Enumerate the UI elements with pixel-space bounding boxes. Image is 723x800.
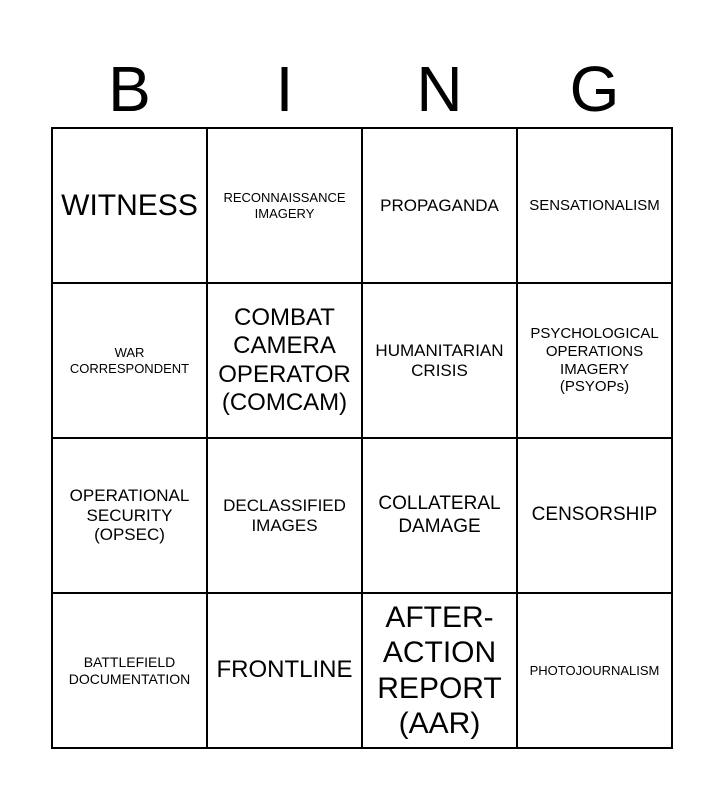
bingo-cell[interactable] (53, 284, 208, 439)
cell-label: CENSORSHIP (531, 504, 658, 526)
cell-label: OPERATIONAL SECURITY (OPSEC) (69, 485, 190, 545)
cell-label: SENSATIONALISM (529, 196, 660, 214)
bingo-cell[interactable] (363, 284, 518, 439)
bingo-cell[interactable] (208, 284, 363, 439)
bingo-cell[interactable] (518, 439, 673, 594)
header-letter-g: G (569, 53, 620, 125)
cell-label: RECONNAISSANCE IMAGERY (223, 190, 346, 221)
bingo-cell[interactable] (518, 129, 673, 284)
cell-label: PROPAGANDA (380, 195, 499, 215)
bingo-cell[interactable] (363, 129, 518, 284)
bingo-cell[interactable] (518, 284, 673, 439)
bingo-cell[interactable] (208, 439, 363, 594)
cell-label: COMBAT CAMERA OPERATOR (COMCAM) (218, 304, 351, 416)
bingo-header (52, 50, 672, 128)
header-letter-n: N (416, 53, 463, 125)
bingo-cell[interactable] (208, 594, 363, 749)
bingo-cell[interactable] (518, 594, 673, 749)
bingo-cell[interactable] (363, 594, 518, 749)
cell-label: COLLATERAL DAMAGE (378, 493, 501, 537)
cell-label: HUMANITARIAN CRISIS (375, 340, 504, 380)
bingo-cell[interactable] (53, 594, 208, 749)
header-letter-i: I (275, 53, 294, 125)
cell-label: WITNESS (61, 188, 198, 222)
bingo-cell[interactable] (208, 129, 363, 284)
cell-label: AFTER-ACTION REPORT (AAR) (377, 601, 502, 740)
cell-label: PHOTOJOURNALISM (529, 662, 660, 678)
cell-label: WAR CORRESPONDENT (69, 345, 190, 376)
cell-label: BATTLEFIELD DOCUMENTATION (68, 654, 191, 687)
cell-label: PSYCHOLOGICAL OPERATIONS IMAGERY (PSYOPs) (530, 325, 659, 396)
bingo-cell[interactable] (363, 439, 518, 594)
bingo-board (51, 127, 673, 749)
cell-label: DECLASSIFIED IMAGES (223, 495, 346, 535)
bingo-cell[interactable] (53, 129, 208, 284)
bingo-cell[interactable] (53, 439, 208, 594)
cell-label: FRONTLINE (216, 656, 353, 684)
header-letter-b: B (108, 53, 151, 125)
